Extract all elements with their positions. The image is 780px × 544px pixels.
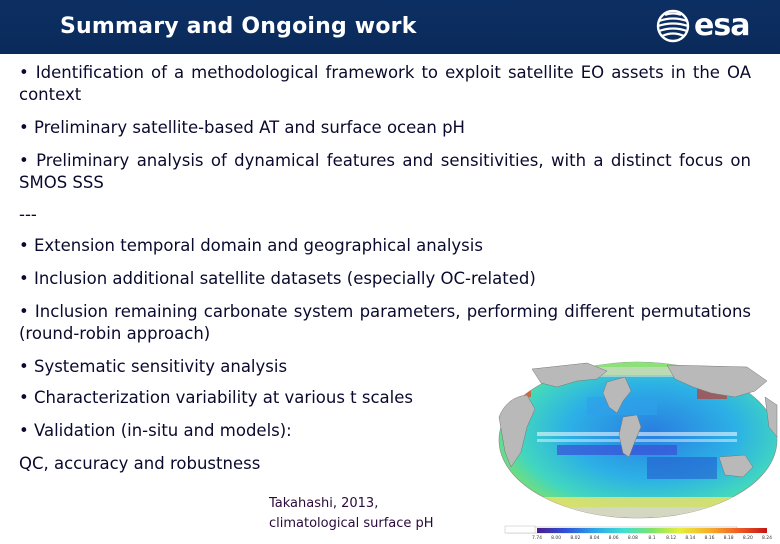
bullet-item: • Systematic sensitivity analysis bbox=[19, 357, 288, 376]
esa-logo-text: esa bbox=[694, 8, 750, 43]
colorbar-tick-label: 8.16 bbox=[704, 536, 715, 540]
separator-text: --- bbox=[19, 205, 37, 224]
bullet-item: • Characterization variability at various t scales bbox=[19, 388, 413, 407]
colorbar-tick-label: 8.1 bbox=[648, 536, 656, 540]
colorbar-tick-label: 8.00 bbox=[551, 536, 562, 540]
caption-line-1: Takahashi, 2013, bbox=[269, 496, 379, 511]
header-bar bbox=[0, 0, 780, 54]
caption-line-2: climatological surface pH bbox=[269, 516, 434, 531]
colorbar-tick-label: 8.18 bbox=[723, 536, 734, 540]
esa-globe-icon bbox=[656, 9, 690, 43]
bullet-item: • Inclusion remaining carbonate system parameters, performing different permutations (round-robin approach) bbox=[19, 302, 751, 343]
colorbar-tick-label: 8.20 bbox=[742, 536, 753, 540]
colorbar-tick-label: 8.14 bbox=[685, 536, 696, 540]
bullet-item: • Preliminary satellite-based AT and surface ocean pH bbox=[19, 118, 465, 137]
bullet-item: • Validation (in-situ and models): bbox=[19, 421, 292, 440]
colorbar-tick-label: 7.74 bbox=[531, 536, 543, 540]
colorbar-tick-label: 8.06 bbox=[608, 536, 619, 540]
bullet-item: • Inclusion additional satellite datasets (especially OC-related) bbox=[19, 269, 536, 288]
colorbar-tick-label: 8.08 bbox=[627, 536, 638, 540]
bullet-item: • Preliminary analysis of dynamical features and sensitivities, with a distinct focus on SMOS SSS bbox=[19, 151, 751, 192]
colorbar-tick-label: 8.04 bbox=[589, 536, 600, 540]
colorbar-tick-label: 8.24 bbox=[761, 536, 773, 540]
ph-world-map bbox=[497, 357, 780, 540]
colorbar-tick-label: 8.12 bbox=[666, 536, 677, 540]
colorbar-tick-label: 8.02 bbox=[570, 536, 581, 540]
world-map-image bbox=[497, 357, 780, 540]
sub-item: QC, accuracy and robustness bbox=[19, 454, 261, 473]
colorbar-ticks bbox=[532, 535, 772, 540]
slide-title: Summary and Ongoing work bbox=[60, 14, 417, 39]
bullet-item: • Identification of a methodological framework to exploit satellite EO assets in the OA context bbox=[19, 63, 751, 104]
bullet-item: • Extension temporal domain and geographical analysis bbox=[19, 236, 483, 255]
figure-caption bbox=[269, 494, 434, 534]
esa-logo bbox=[656, 7, 768, 45]
